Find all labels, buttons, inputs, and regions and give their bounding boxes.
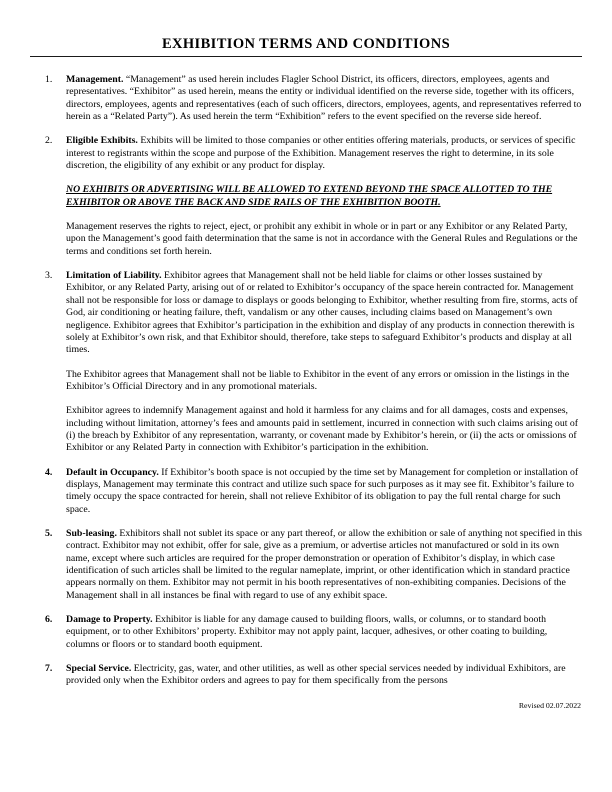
term-item-3 — [45, 270, 582, 454]
term-heading: Damage to Property. — [66, 614, 153, 626]
term-heading: Management. — [66, 74, 124, 85]
term-content — [66, 467, 582, 516]
term-content — [66, 74, 582, 123]
term-paragraph — [66, 74, 582, 123]
term-item-4 — [45, 467, 582, 516]
term-item-1 — [45, 74, 582, 123]
term-text: Exhibitor agrees that Management shall not be held liable for claims or other losses sustained by Exhibitor, or any Related Party, arising out of or related to Exhibitor’s occupancy of the space herein contracted for. Management shall not be responsible for loss or damage to displays or goods belonging to Exhibitor, whether resulting from fire, storms, acts of God, air conditioning or heating failure, theft, vandalism or any other causes, including claims based on Management’s own negligence. Exhibitor agrees that Exhibitor’s participation in the exhibition and display of any products in connection therewith is solely at Exhibitor’s own risk, and that Exhibitor should, therefore, take steps to safeguard Exhibitor’s products and display at all times. — [66, 270, 578, 356]
term-heading: Default in Occupancy. — [66, 466, 159, 478]
term-content — [66, 663, 582, 688]
term-paragraph — [66, 135, 582, 172]
term-number: 7. — [45, 663, 53, 675]
term-paragraph: Exhibitor agrees to indemnify Management against and hold it harmless for any claims and for all damages, costs and expenses, including without limitation, attorney’s fees and amounts paid in settlement, incurred in connection with such claims arising out of (i) the breach by Exhibitor of any representation, warranty, or covenant made by Exhibitor’s herein, or (ii) the acts or omissions of Exhibitor or any Related Party in connection with Exhibitor’s participation in the exhibition. — [66, 405, 579, 454]
term-content — [66, 270, 582, 454]
term-item-2 — [45, 135, 582, 258]
terms-list — [30, 74, 582, 688]
term-paragraph — [66, 528, 582, 602]
term-heading: Eligible Exhibits. — [66, 135, 138, 147]
term-item-6 — [45, 614, 582, 651]
term-heading: Special Service. — [66, 663, 132, 675]
term-content — [66, 614, 582, 651]
term-text: Exhibitors shall not sublet its space or any part thereof, or allow the exhibition or sale of anything not specified in this contract. Exhibitor may not exhibit, offer for sale, give as a premium, or advertise articles not manufactured or sold in its own name, except where such articles are required for the proper demonstration or operation of Exhibitor’s display, in which case identification of such articles shall be limited to the regular nameplate, imprint, or other identification which in standard practice appears normally on them. Exhibitor may not permit in his booth representatives of non-exhibiting companies. Decisions of the Management shall in all instances be final with regard to use of any exhibit space. — [66, 527, 582, 601]
term-number: 1. — [45, 74, 53, 85]
term-number: 4. — [45, 466, 53, 478]
warning-paragraph: NO EXHIBITS OR ADVERTISING WILL BE ALLOWED TO EXTEND BEYOND THE SPACE ALLOTTED TO THE EXHIBITOR OR ABOVE THE BACK AND SIDE RAILS OF THE EXHIBITION BOOTH. — [66, 184, 553, 208]
term-paragraph — [66, 614, 582, 651]
title-rule — [30, 56, 582, 57]
revision-note: Revised 02.07.2022 — [518, 700, 581, 710]
term-text: Electricity, gas, water, and other utilities, as well as other special services needed by individual Exhibitors, are provided only when the Exhibitor orders and agrees to pay for them specifically from the persons — [66, 663, 566, 687]
term-text: Exhibitor is liable for any damage caused to building floors, walls, or columns, or to standard booth equipment, or to other Exhibitors’ property. Exhibitor may not apply paint, lacquer, adhesives, or other coating to building, columns or floors or to standard booth equipment. — [66, 614, 548, 650]
term-number: 6. — [45, 614, 53, 626]
term-paragraph — [66, 270, 582, 356]
term-heading: Limitation of Liability. — [66, 270, 162, 282]
term-paragraph — [66, 663, 582, 688]
term-paragraph: The Exhibitor agrees that Management shall not be liable to Exhibitor in the event of any errors or omission in the listings in the Exhibitor’s Official Directory and in any promotional materials. — [66, 368, 570, 392]
term-text: “Management” as used herein includes Flagler School District, its officers, directors, employees, agents and representatives. “Exhibitor” as used herein, means the entity or individual identified on the reverse side, together with its officers, directors, employees, agents and representatives (each of such officers, directors, employees, agents, and representatives referred to herein as a “Related Party”). As used herein the term “Exhibition” refers to the event specified on the reverse side hereof. — [66, 74, 582, 123]
term-heading: Sub-leasing. — [66, 527, 117, 539]
term-number: 2. — [45, 135, 53, 147]
term-text: Exhibits will be limited to those companies or other entities offering materials, products, or services of specific interest to registrants within the scope and purpose of the Exhibition. Management reserves the right to determine, in its sole discretion, the eligibility of any exhibit or any product for display. — [66, 135, 576, 172]
term-text: If Exhibitor’s booth space is not occupied by the time set by Management for completion or installation of displays, Management may terminate this contract and utilize such space for such purposes as it may see fit. Exhibitor’s failure to timely occupy the space contracted for herein, shall not relieve Exhibitor of its obligation to pay the full rental charge for such space. — [66, 466, 579, 515]
term-item-5 — [45, 528, 582, 602]
term-paragraph: Management reserves the rights to reject, eject, or prohibit any exhibit in whole or in part or any Exhibitor or any Related Party, upon the Management’s good faith determination that the same is not in accordance with the General Rules and Regulations or the terms and conditions set forth herein. — [66, 221, 578, 257]
term-content — [66, 528, 582, 602]
term-item-7 — [45, 663, 582, 688]
term-paragraph — [66, 467, 582, 516]
term-number: 5. — [45, 527, 53, 539]
term-number: 3. — [45, 270, 53, 282]
page-title: EXHIBITION TERMS AND CONDITIONS — [161, 36, 451, 52]
term-content — [66, 135, 582, 258]
